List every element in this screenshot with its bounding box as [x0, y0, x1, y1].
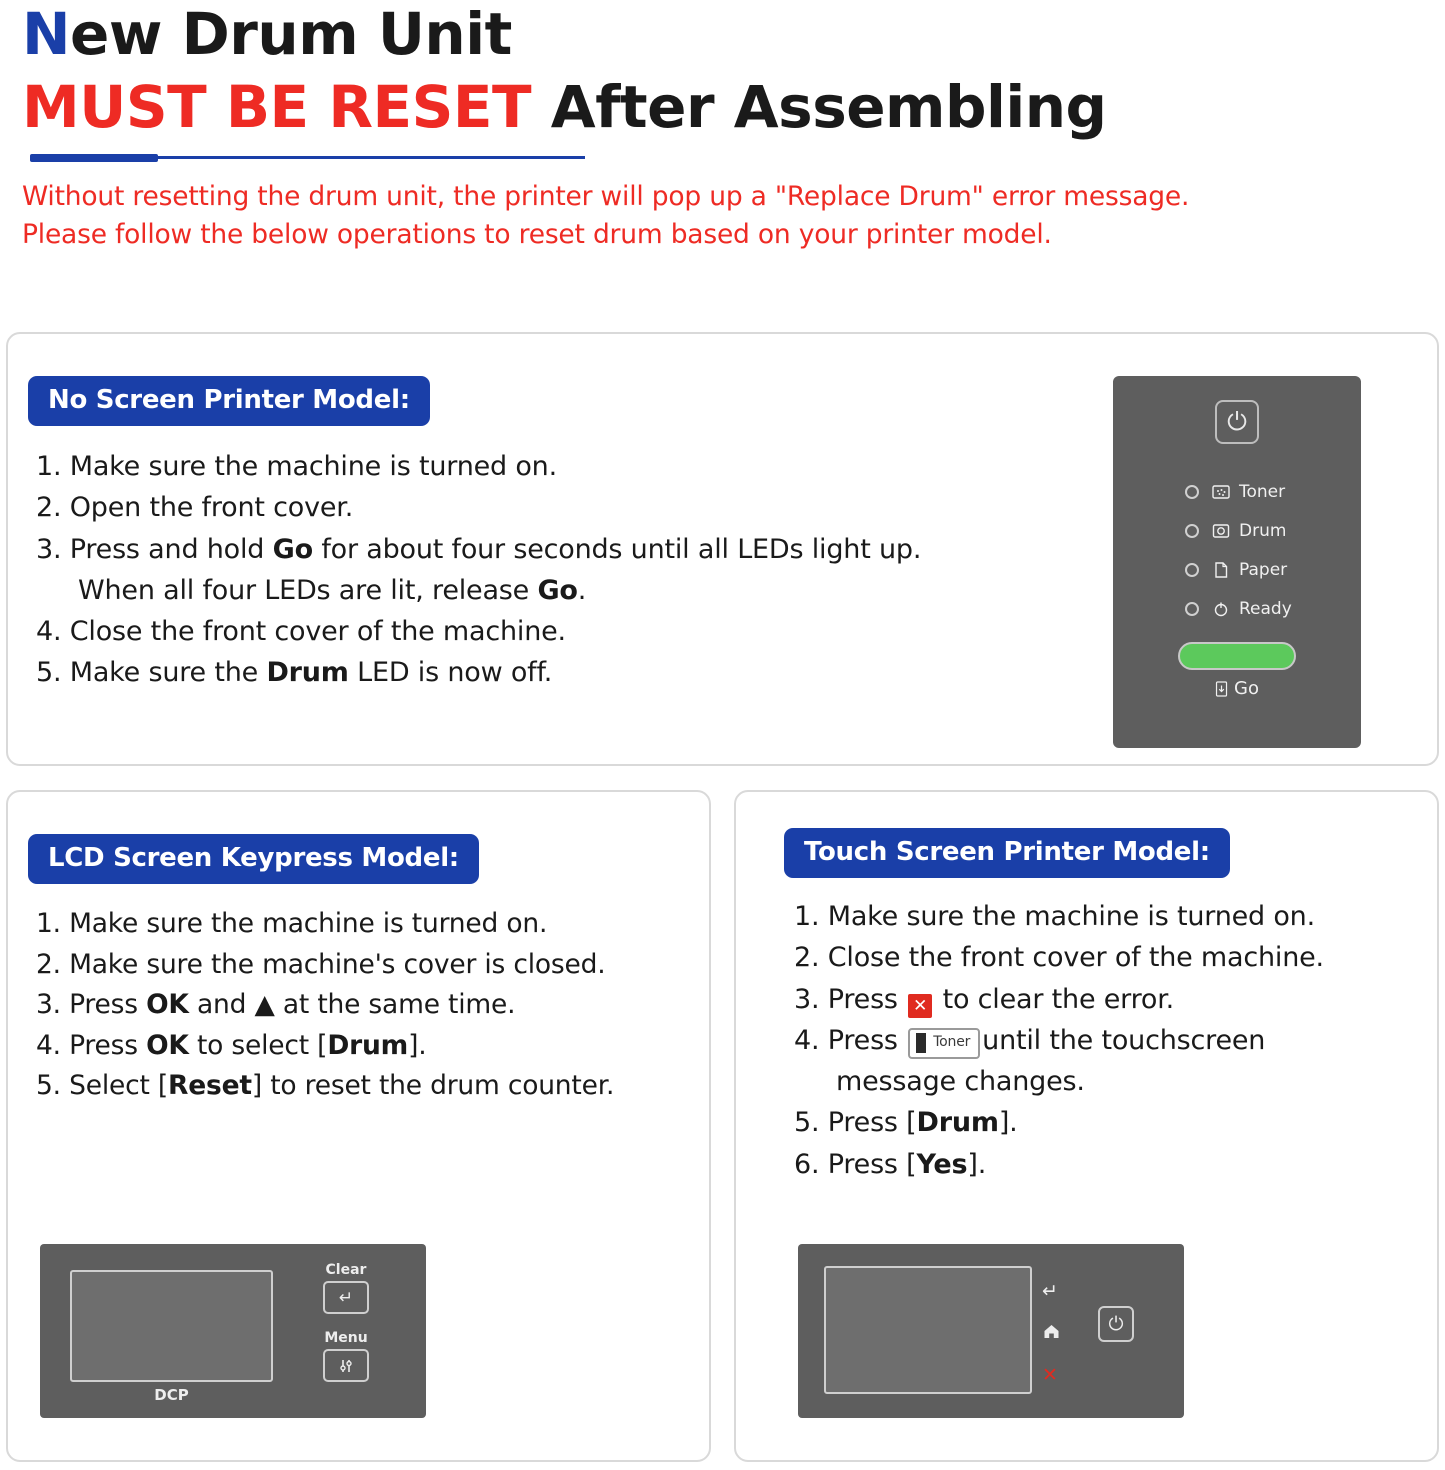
step-keyword-drum: Drum [266, 657, 349, 689]
subtitle-line-1: Without resetting the drum unit, the printer will pop up a "Replace Drum" error message. [22, 180, 1190, 212]
touch-screen[interactable] [824, 1266, 1032, 1394]
badge-wrap-lcd [28, 834, 479, 884]
step-keyword-ok: OK [146, 1029, 189, 1061]
step-text-tail: ]. [408, 1029, 427, 1061]
go-button-label-wrap [1215, 678, 1259, 699]
step-text: When all four LEDs are lit, release [78, 574, 538, 606]
power-icon[interactable]: ⏻ [1098, 1306, 1134, 1342]
step-text: 6. Press [ [794, 1148, 917, 1180]
divider-thin-segment [158, 156, 585, 159]
step-text: 5. Press [ [794, 1107, 917, 1139]
step-item [794, 1144, 1324, 1185]
led-row-drum [1185, 511, 1292, 550]
step-item [36, 1066, 614, 1107]
title-initial: N [22, 0, 71, 68]
led-label: Paper [1239, 559, 1288, 580]
step-text: 3. Press [36, 989, 147, 1021]
up-arrow-icon: ▲ [254, 989, 275, 1021]
section-lcd-keypress-model [6, 790, 711, 1462]
steps-list-touch [794, 896, 1324, 1185]
step-item: 2. Make sure the machine's cover is closed. [36, 948, 606, 980]
touch-printer-panel-illustration [798, 1244, 1184, 1418]
clear-button-label: Clear [325, 1262, 367, 1278]
step-item [36, 652, 921, 693]
step-item [794, 1020, 1324, 1061]
step-text-tail: ] to reset the drum counter. [251, 1070, 615, 1102]
step-item [36, 1026, 614, 1067]
back-arrow-icon[interactable]: ↵ [1042, 1280, 1058, 1302]
step-text-tail: LED is now off. [348, 657, 553, 689]
step-item: 2. Open the front cover. [36, 492, 354, 524]
step-item: 1. Make sure the machine is turned on. [794, 901, 1315, 932]
step-item: 2. Close the front cover of the machine. [794, 942, 1324, 974]
step-item: 1. Make sure the machine is turned on. [36, 451, 557, 482]
led-label: Drum [1239, 520, 1287, 541]
led-label: Ready [1239, 598, 1292, 619]
subtitle-line-2: Please follow the below operations to reset drum based on your printer model. [22, 219, 1052, 251]
steps-list-lcd [36, 904, 614, 1107]
led-label: Toner [1239, 481, 1286, 502]
menu-button-label: Menu [324, 1330, 368, 1346]
step-keyword-drum: Drum [327, 1029, 409, 1061]
step-text: 5. Select [ [36, 1070, 169, 1102]
step-item [794, 1102, 1324, 1143]
step-item [36, 985, 614, 1026]
go-button[interactable] [1178, 642, 1296, 670]
step-text-tail: at the same time. [274, 989, 516, 1021]
step-text-tail: for about four seconds until all LEDs light up. [312, 533, 922, 565]
page-header [0, 0, 1445, 255]
power-icon: ⏻ [1215, 400, 1259, 444]
toner-button-chip [908, 1028, 980, 1058]
step-text-tail: to clear the error. [934, 983, 1175, 1015]
led-dot [1185, 563, 1199, 577]
toner-level-bar [916, 1033, 926, 1053]
step-text: 3. Press [794, 983, 907, 1015]
led-row-paper [1185, 550, 1292, 589]
section-no-screen-printer [6, 332, 1439, 766]
title-emphasis: MUST BE RESET [22, 72, 532, 141]
home-icon[interactable] [1042, 1322, 1061, 1346]
step-text: 4. Press [794, 1024, 907, 1056]
step-item: 1. Make sure the machine is turned on. [36, 908, 548, 939]
back-arrow-icon: ↵ [338, 1287, 354, 1308]
led-row-toner [1185, 472, 1292, 511]
led-row-ready [1185, 589, 1292, 628]
step-keyword-drum: Drum [916, 1107, 999, 1139]
step-item [794, 979, 1324, 1020]
led-dot [1185, 485, 1199, 499]
step-item-continuation: message changes. [836, 1066, 1085, 1098]
lcd-screen [70, 1270, 273, 1382]
section-badge-touch: Touch Screen Printer Model: [784, 828, 1230, 878]
settings-sliders-icon [337, 1357, 355, 1375]
steps-list-no-screen [36, 446, 921, 694]
led-printer-panel-illustration [1113, 376, 1361, 748]
section-badge-no-screen: No Screen Printer Model: [28, 376, 430, 426]
divider-thick-segment [30, 154, 158, 162]
ready-icon [1211, 599, 1231, 619]
drum-icon [1211, 521, 1231, 541]
title-divider [30, 154, 585, 162]
step-keyword-ok: OK [146, 989, 189, 1021]
lcd-printer-panel-illustration [40, 1244, 426, 1418]
step-text: 5. Make sure the [36, 657, 267, 689]
toner-icon [1211, 482, 1231, 502]
section-touch-screen-model [734, 790, 1439, 1462]
section-badge-lcd: LCD Screen Keypress Model: [28, 834, 479, 884]
paper-icon [1211, 560, 1231, 580]
title-rest: ew Drum Unit [70, 0, 512, 68]
step-text-tail: until the touchscreen [982, 1024, 1266, 1056]
step-keyword-go: Go [272, 533, 313, 565]
page-title-line-2 [22, 72, 1423, 141]
step-item: 4. Close the front cover of the machine. [36, 616, 566, 648]
step-text: 4. Press [36, 1029, 147, 1061]
red-x-icon[interactable]: ✕ [1042, 1364, 1058, 1386]
step-keyword-reset: Reset [168, 1070, 252, 1102]
clear-button[interactable] [323, 1281, 369, 1314]
led-dot [1185, 602, 1199, 616]
step-text-mid: to select [ [188, 1029, 328, 1061]
toner-chip-label: Toner [933, 1034, 971, 1051]
page-title-line-1 [22, 0, 1423, 68]
go-label-text: Go [1234, 678, 1259, 699]
step-text-tail: . [577, 574, 587, 606]
red-x-icon: ✕ [908, 994, 932, 1018]
menu-button[interactable] [323, 1349, 369, 1382]
step-item [36, 529, 921, 570]
lcd-model-label: DCP [154, 1386, 189, 1404]
step-item-continuation [36, 570, 921, 611]
step-text-mid: and [188, 989, 255, 1021]
go-glyph-icon [1215, 681, 1230, 697]
step-text: 3. Press and hold [36, 533, 273, 565]
step-keyword-yes: Yes [916, 1148, 968, 1180]
step-text-tail: ]. [998, 1107, 1018, 1139]
led-dot [1185, 524, 1199, 538]
badge-wrap-no-screen [28, 376, 430, 426]
led-indicator-list [1185, 472, 1292, 628]
title-tail: After Assembling [531, 72, 1107, 141]
step-keyword-go: Go [537, 574, 578, 606]
badge-wrap-touch [784, 828, 1230, 878]
step-text-tail: ]. [967, 1148, 987, 1180]
page-subtitle [22, 178, 1423, 255]
